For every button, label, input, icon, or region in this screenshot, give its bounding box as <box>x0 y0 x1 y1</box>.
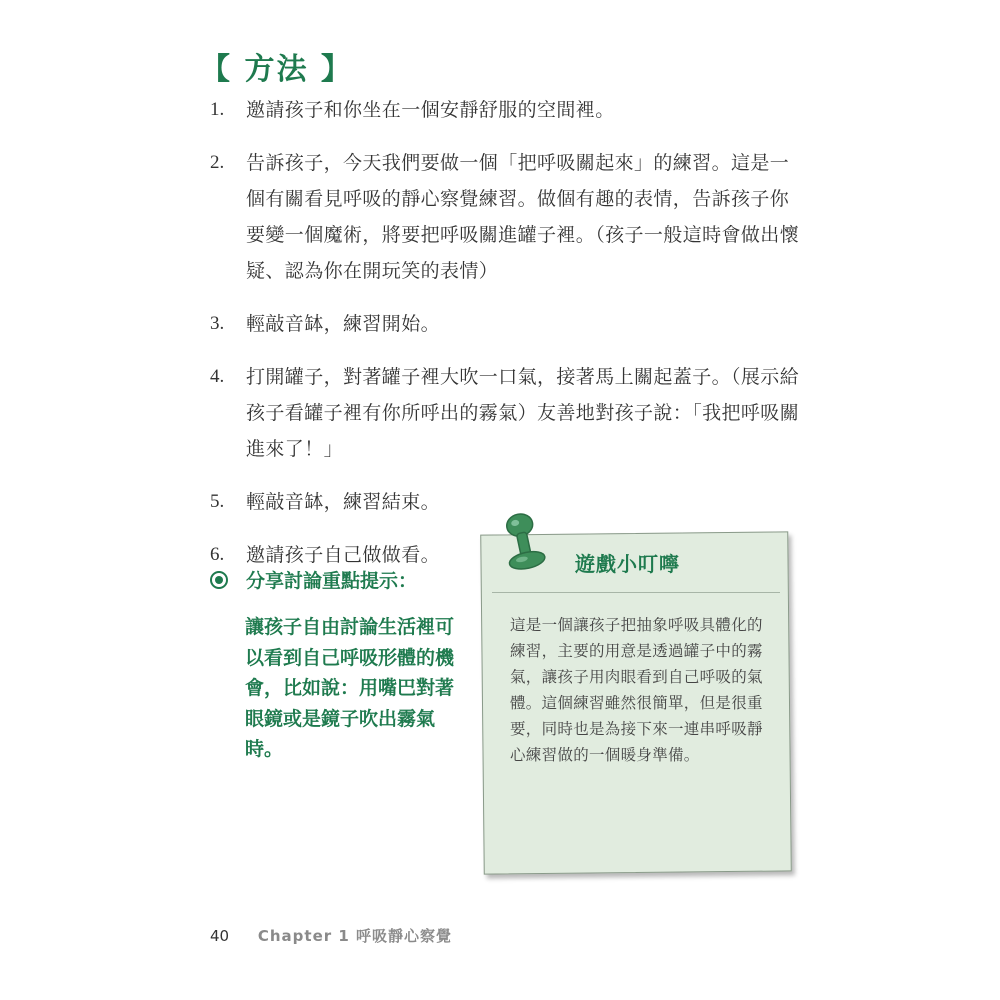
step-number: 3. <box>210 313 225 334</box>
share-heading-text: 分享討論重點提示： <box>246 570 418 592</box>
step-text: 輕敲音缽，練習結束。 <box>246 491 441 513</box>
list-item <box>210 359 800 467</box>
page-number: 40 <box>210 927 230 945</box>
circle-dot-icon <box>210 571 228 589</box>
step-text: 邀請孩子和你坐在一個安靜舒服的空間裡。 <box>246 99 615 121</box>
list-item <box>210 145 800 289</box>
step-text: 邀請孩子自己做做看。 <box>246 544 441 566</box>
note-divider <box>492 592 780 593</box>
step-number: 4. <box>210 366 225 387</box>
step-text: 輕敲音缽，練習開始。 <box>246 313 441 335</box>
note-body: 這是一個讓孩子把抽象呼吸具體化的練習，主要的用意是透過罐子中的霧氣，讓孩子用肉眼看到自己呼吸的氣體。這個練習雖然很簡單，但是很重要，同時也是為接下來一連串呼吸靜心練習做的一個暖身準備。 <box>510 616 763 764</box>
chapter-title: Chapter 1 呼吸靜心察覺 <box>257 927 453 945</box>
step-text: 告訴孩子，今天我們要做一個「把呼吸關起來」的練習。這是一個有關看見呼吸的靜心察覺練習。做個有趣的表情，告訴孩子你要變一個魔術，將要把呼吸關進罐子裡。（孩子一般這時會做出懷疑、認為你在開玩笑的表情） <box>246 152 800 282</box>
page-footer <box>210 925 452 946</box>
step-number: 6. <box>210 544 225 565</box>
share-heading <box>210 566 417 593</box>
list-item <box>210 92 800 128</box>
step-text: 打開罐子，對著罐子裡大吹一口氣，接著馬上關起蓋子。（展示給孩子看罐子裡有你所呼出的霧氣）友善地對孩子說：「我把呼吸關進來了！」 <box>246 366 800 460</box>
list-item <box>210 306 800 342</box>
step-number: 1. <box>210 99 225 120</box>
step-number: 2. <box>210 152 225 173</box>
step-number: 5. <box>210 491 225 512</box>
note-title: 遊戲小叮嚀 <box>575 552 680 576</box>
share-body: 讓孩子自由討論生活裡可以看到自己呼吸形體的機會，比如說：用嘴巴對著眼鏡或是鏡子吹出霧氣時。 <box>245 616 455 760</box>
push-pin-icon <box>502 510 552 580</box>
section-heading: 【 方法 】 <box>200 52 353 87</box>
